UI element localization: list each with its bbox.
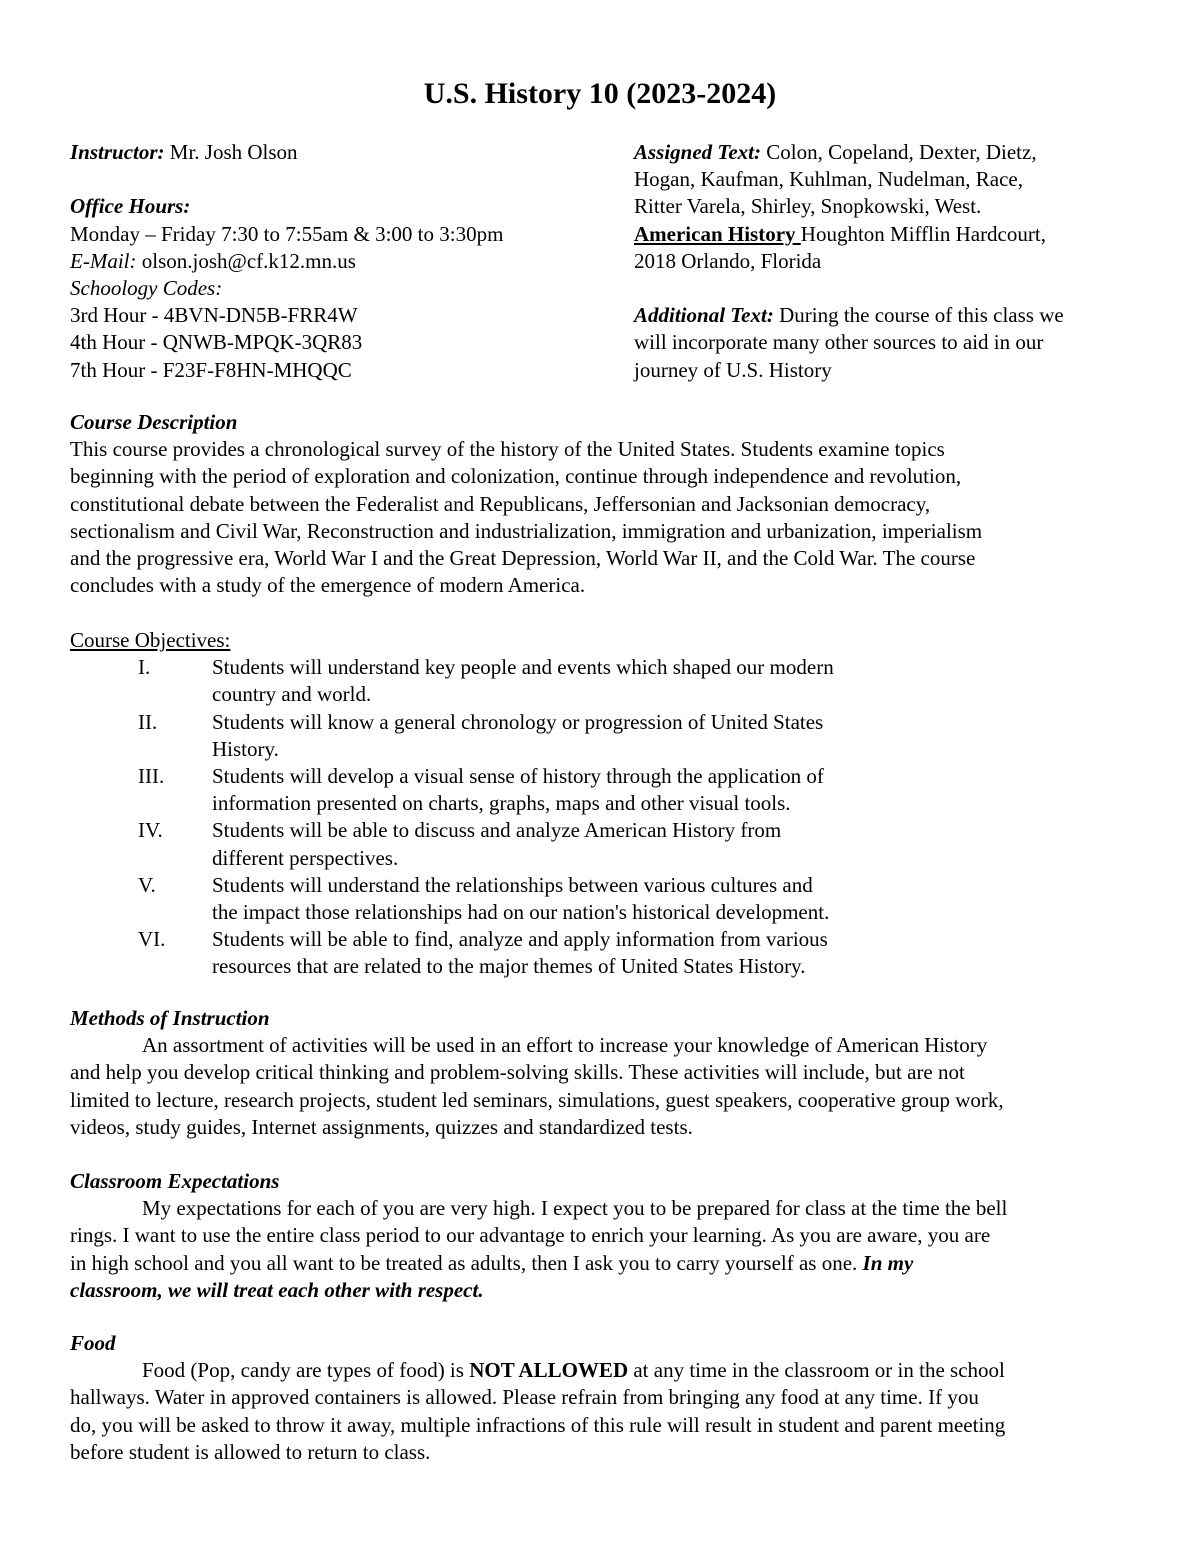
course-description-line: concludes with a study of the emergence of modern America. — [70, 573, 586, 598]
course-description-heading: Course Description — [70, 410, 238, 434]
assigned-text-label: Assigned Text: — [634, 140, 761, 164]
course-description-line: and the progressive era, World War I and the Great Depression, World War II, and the Cold War. The course — [70, 546, 976, 571]
course-description-line: constitutional debate between the Federalist and Republicans, Jeffersonian and Jacksonian democracy, — [70, 491, 931, 516]
office-hours-value: Monday – Friday 7:30 to 7:55am & 3:00 to 3:30pm — [70, 221, 504, 246]
schoology-label: Schoology Codes: — [70, 276, 223, 300]
book-location: 2018 Orlando, Florida — [634, 248, 822, 273]
book-publisher: Houghton Mifflin Hardcourt, — [800, 221, 1046, 246]
objective-text: Students will be able to find, analyze and apply information from various — [212, 927, 828, 952]
expectations-line: rings. I want to use the entire class period to our advantage to enrich your learning. As you are aware, you are — [70, 1223, 991, 1248]
methods-line: An assortment of activities will be used in an effort to increase your knowledge of American History — [142, 1033, 988, 1058]
text-info — [634, 139, 1134, 384]
methods-line: videos, study guides, Internet assignments, quizzes and standardized tests. — [70, 1114, 693, 1139]
objective-text: Students will understand key people and events which shaped our modern — [212, 655, 834, 680]
schoology-code-3rd: 3rd Hour - 4BVN-DN5B-FRR4W — [70, 303, 358, 328]
instructor-info — [70, 139, 590, 384]
objective-text: different perspectives. — [212, 845, 399, 870]
objective-number: VI. — [138, 927, 166, 952]
food-line: hallways. Water in approved containers is allowed. Please refrain from bringing any food at any time. If you — [70, 1385, 979, 1410]
methods-line: limited to lecture, research projects, student led seminars, simulations, guest speakers, cooperative group work, — [70, 1087, 1004, 1112]
food-line: do, you will be asked to throw it away, multiple infractions of this rule will result in student and parent meeting — [70, 1412, 1006, 1437]
objective-text: Students will know a general chronology or progression of United States — [212, 709, 824, 734]
classroom-expectations — [70, 1168, 1130, 1304]
objective-number: III. — [138, 764, 165, 789]
objective-number: I. — [138, 655, 151, 680]
book-line — [634, 221, 1134, 248]
expectations-emphasis: In my — [862, 1250, 914, 1275]
methods-line: and help you develop critical thinking and problem-solving skills. These activities will include, but are not — [70, 1060, 965, 1085]
course-description-line: sectionalism and Civil War, Reconstruction and industrialization, immigration and urbanization, imperialism — [70, 518, 983, 543]
course-objectives — [70, 627, 930, 981]
instructor-line — [70, 139, 590, 166]
objective-item — [70, 817, 930, 871]
instructor-name: Mr. Josh Olson — [164, 140, 298, 164]
objective-text: Students will understand the relationships between various cultures and — [212, 872, 813, 897]
assigned-authors-2: Hogan, Kaufman, Kuhlman, Nudelman, Race, — [634, 167, 1023, 192]
objective-text: information presented on charts, graphs, maps and other visual tools. — [212, 791, 791, 816]
methods-of-instruction — [70, 1005, 1130, 1141]
office-hours-label: Office Hours: — [70, 194, 191, 219]
objective-number: V. — [138, 872, 156, 897]
course-objectives-heading: Course Objectives: — [70, 628, 231, 652]
food-policy — [70, 1330, 1130, 1466]
additional-text-label: Additional Text: — [634, 303, 774, 328]
additional-text-1: During the course of this class we — [773, 303, 1064, 328]
objective-text: country and world. — [212, 682, 372, 707]
email-line — [70, 248, 590, 275]
assigned-authors-1: Colon, Copeland, Dexter, Dietz, — [760, 140, 1037, 164]
objective-text: History. — [212, 736, 279, 761]
food-line — [70, 1357, 1130, 1384]
expectations-line: My expectations for each of you are very high. I expect you to be prepared for class at the time the bell — [142, 1196, 1008, 1221]
page-title: U.S. History 10 (2023-2024) — [423, 77, 777, 110]
food-text: Food (Pop, candy are types of food) is — [142, 1358, 470, 1383]
expectations-heading: Classroom Expectations — [70, 1169, 280, 1193]
objective-text: Students will develop a visual sense of history through the application of — [212, 764, 824, 789]
instructor-label: Instructor: — [70, 140, 165, 164]
objective-item — [70, 654, 930, 708]
schoology-code-7th: 7th Hour - F23F-F8HN-MHQQC — [70, 357, 352, 382]
objective-item — [70, 763, 930, 817]
assigned-authors-3: Ritter Varela, Shirley, Snopkowski, West. — [634, 194, 982, 219]
email-label: E-Mail: — [70, 248, 137, 273]
additional-text-2: will incorporate many other sources to aid in our — [634, 330, 1044, 355]
course-description — [70, 409, 1130, 599]
objective-item — [70, 926, 930, 980]
food-text: at any time in the classroom or in the school — [628, 1358, 1005, 1383]
expectations-line — [70, 1250, 1130, 1277]
methods-heading: Methods of Instruction — [70, 1006, 270, 1030]
objective-text: Students will be able to discuss and analyze American History from — [212, 818, 782, 843]
objective-item — [70, 709, 930, 763]
schoology-code-4th: 4th Hour - QNWB-MPQK-3QR83 — [70, 330, 363, 355]
objective-item — [70, 872, 930, 926]
objective-number: II. — [138, 709, 158, 734]
expectations-emphasis-line: classroom, we will treat each other with respect. — [70, 1277, 484, 1302]
additional-text-3: journey of U.S. History — [634, 357, 832, 382]
objective-text: the impact those relationships had on our nation's historical development. — [212, 900, 830, 925]
course-description-line: This course provides a chronological survey of the history of the United States. Students examine topics — [70, 437, 945, 462]
assigned-text-line — [634, 139, 1134, 166]
email-value[interactable]: olson.josh@cf.k12.mn.us — [136, 248, 356, 273]
book-title: American History — [634, 221, 801, 246]
expectations-text: in high school and you all want to be treated as adults, then I ask you to carry yourself as one. — [70, 1250, 863, 1275]
food-line: before student is allowed to return to class. — [70, 1439, 431, 1464]
food-heading: Food — [70, 1331, 116, 1355]
food-not-allowed: NOT ALLOWED — [469, 1358, 629, 1383]
additional-text-line — [634, 302, 1134, 329]
objective-number: IV. — [138, 818, 163, 843]
objective-text: resources that are related to the major themes of United States History. — [212, 954, 806, 979]
course-description-line: beginning with the period of exploration and colonization, continue through independence and revolution, — [70, 464, 962, 489]
